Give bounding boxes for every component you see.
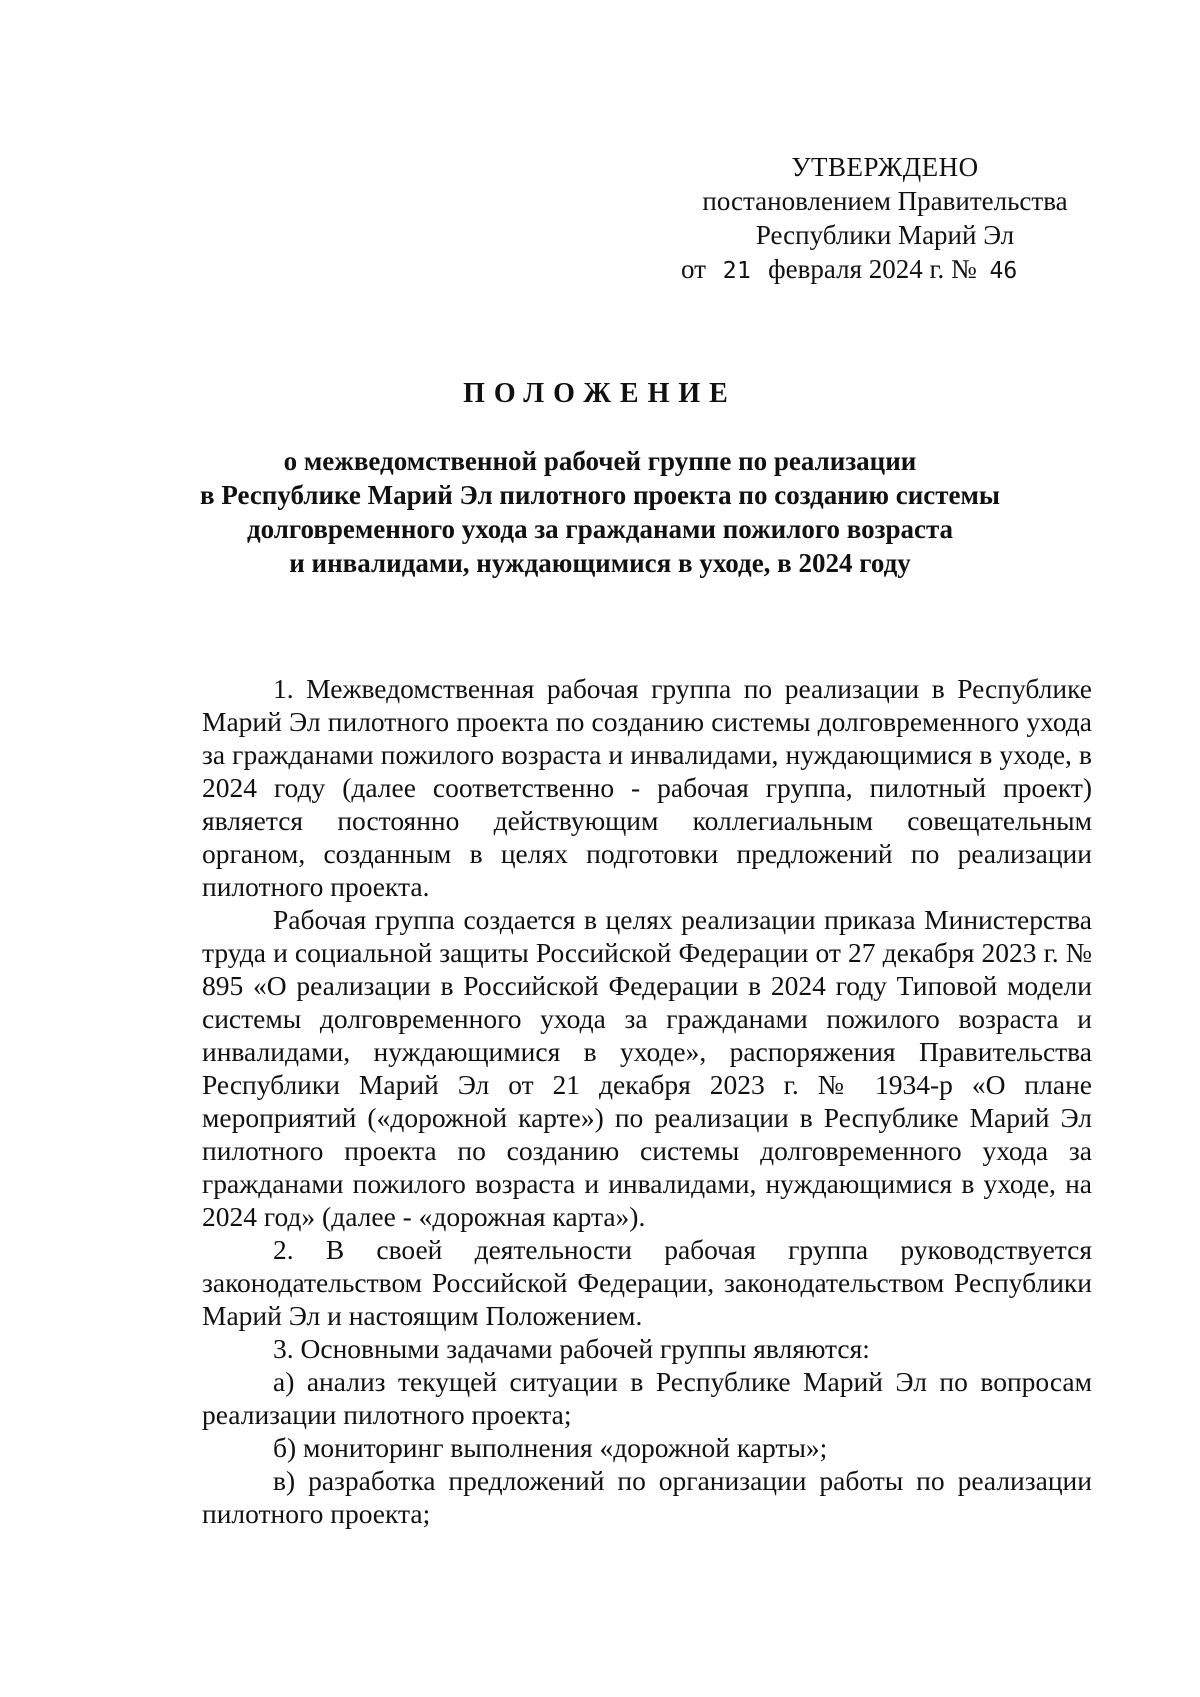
paragraph-2: 2. В своей деятельности рабочая группа руководствуется законодательством Российской Федерации, законодательством Республики Марий Эл и настоящим Положением. [202, 1234, 1092, 1331]
document-body [202, 672, 1092, 1530]
approval-line-2: Республики Марий Эл [755, 220, 1015, 250]
paragraph-3b: б) мониторинг выполнения «дорожной карты»; [273, 1432, 828, 1463]
document-title: ПОЛОЖЕНИЕ [463, 378, 737, 409]
subtitle-line: и инвалидами, нуждающимися в уходе, в 2024 году [289, 548, 911, 578]
paragraph-working-group-basis: Рабочая группа создается в целях реализации приказа Министерства труда и социальной защиты Российской Федерации от 27 декабря 2023 г. № 895 «О реализации в Российской Федерации в 2024 году Типовой модели системы долговременного ухода за гражданами пожилого возраста и инвалидами, нуждающимися в уходе», распоряжения Правительства Республики Марий Эл от 21 декабря 2023 г. № 1934-р «О плане мероприятий («дорожной карте») по реализации в Республике Марий Эл пилотного проекта по созданию системы долговременного ухода за гражданами пожилого возраста и инвалидами, нуждающимися в уходе, на 2024 год» (далее - «дорожная карта»). [202, 904, 1092, 1232]
approval-doc-number: 46 [989, 258, 1018, 284]
approval-line-1: постановлением Правительства [702, 186, 1068, 216]
subtitle-line: долговременного ухода за гражданами пожилого возраста [246, 514, 954, 544]
paragraph-3: 3. Основными задачами рабочей группы являются: [273, 1333, 870, 1364]
subtitle-line: в Республике Марий Эл пилотного проекта по созданию системы [200, 480, 1000, 510]
document-subtitle [150, 444, 1050, 580]
approval-date-line [675, 252, 1095, 288]
paragraph-1: 1. Межведомственная рабочая группа по реализации в Республике Марий Эл пилотного проекта по созданию системы долговременного ухода за гражданами пожилого возраста и инвалидами, нуждающимися в уходе, в 2024 году (далее соответственно - рабочая группа, пилотный проект) является постоянно действующим коллегиальным совещательным органом, созданным в целях подготовки предложений по реализации пилотного проекта. [202, 673, 1092, 902]
paragraph-3a: а) анализ текущей ситуации в Республике Марий Эл по вопросам реализации пилотного проекта; [202, 1366, 1092, 1430]
approval-block [675, 150, 1095, 288]
paragraph-3v: в) разработка предложений по организации работы по реализации пилотного проекта; [202, 1465, 1092, 1529]
approval-title: УТВЕРЖДЕНО [791, 152, 979, 182]
approval-date-prefix: от [681, 254, 706, 284]
approval-date-day: 21 [722, 258, 752, 284]
subtitle-line: о межведомственной рабочей группе по реализации [283, 446, 917, 476]
approval-date-rest: февраля 2024 г. № [768, 254, 977, 284]
